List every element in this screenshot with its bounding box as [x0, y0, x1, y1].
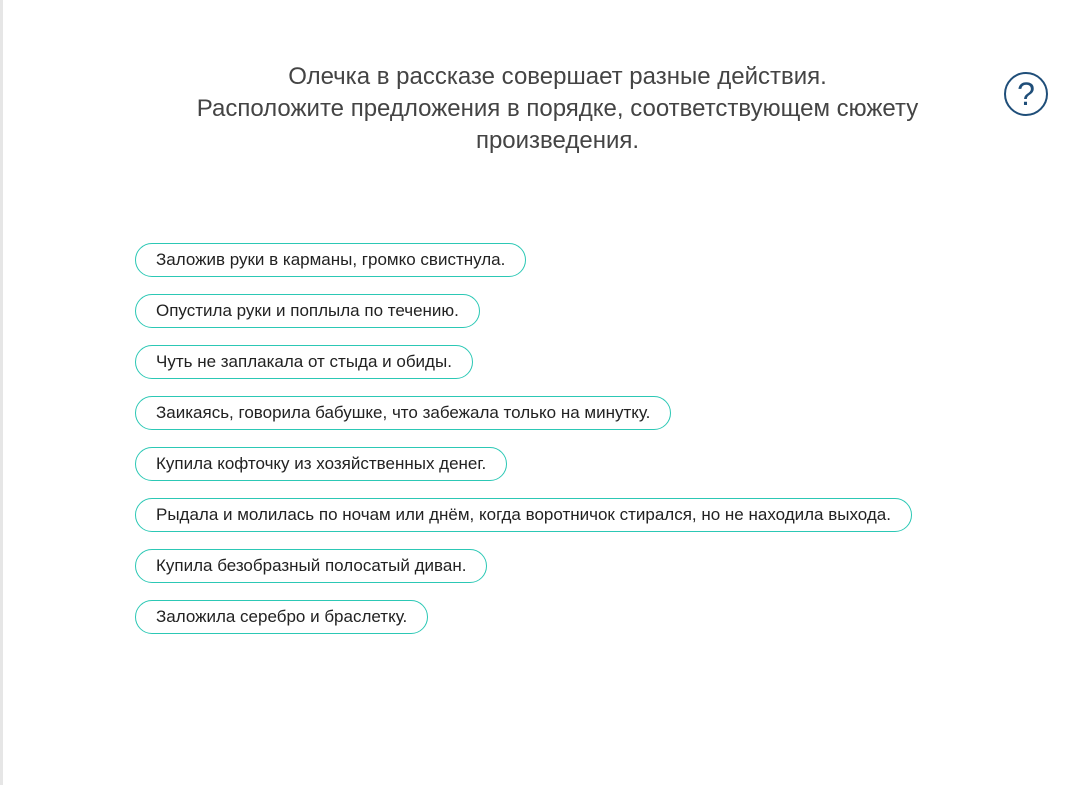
sortable-option-2[interactable]: Опустила руки и поплыла по течению. — [135, 294, 480, 328]
sortable-option-row — [135, 294, 912, 328]
sortable-option-row — [135, 549, 912, 583]
task-instruction-line-2: Расположите предложения в порядке, соответствующем сюжету — [196, 95, 919, 122]
sortable-option-row — [135, 243, 912, 277]
help-button[interactable] — [1004, 72, 1048, 116]
sortable-option-8[interactable]: Заложила серебро и браслетку. — [135, 600, 428, 634]
sortable-option-7[interactable]: Купила безобразный полосатый диван. — [135, 549, 487, 583]
sortable-option-row — [135, 498, 912, 532]
sortable-option-4[interactable]: Заикаясь, говорила бабушке, что забежала только на минутку. — [135, 396, 671, 430]
task-instruction-line-1: Олечка в рассказе совершает разные действия. — [288, 63, 827, 90]
question-circle-icon: ? — [1017, 76, 1035, 112]
sortable-option-row — [135, 345, 912, 379]
sortable-option-row — [135, 600, 912, 634]
sortable-option-3[interactable]: Чуть не заплакала от стыда и обиды. — [135, 345, 473, 379]
task-instruction-line-3: произведения. — [475, 127, 640, 154]
left-border — [0, 0, 3, 785]
sortable-option-5[interactable]: Купила кофточку из хозяйственных денег. — [135, 447, 507, 481]
sortable-options-list — [135, 243, 912, 651]
task-instruction — [140, 61, 975, 157]
sortable-option-row — [135, 447, 912, 481]
sortable-option-6[interactable]: Рыдала и молилась по ночам или днём, когда воротничок стирался, но не находила выхода. — [135, 498, 912, 532]
sortable-option-row — [135, 396, 912, 430]
sortable-option-1[interactable]: Заложив руки в карманы, громко свистнула. — [135, 243, 526, 277]
